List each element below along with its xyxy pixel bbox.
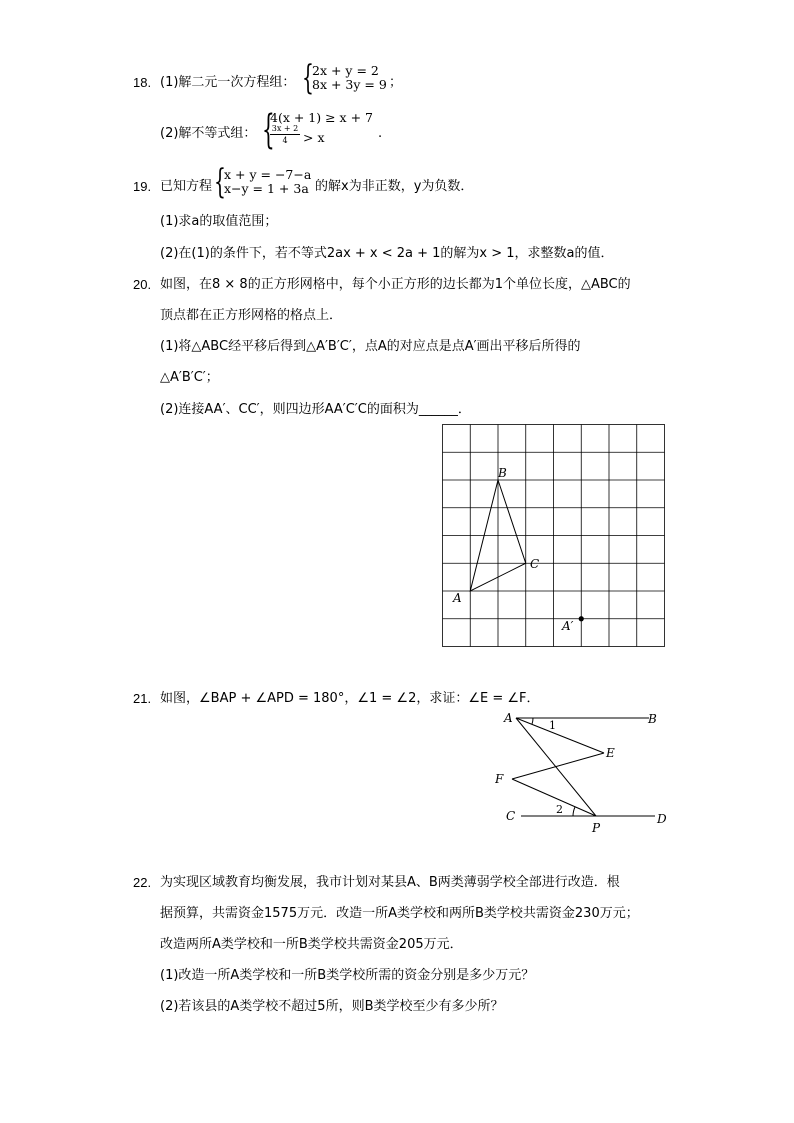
segment-ae <box>516 718 604 753</box>
q18-ineq1: 4(x + 1) ≥ x + 7 <box>270 110 373 125</box>
label-a: A <box>453 591 462 605</box>
q20-part1-line2: △A′B′C′； <box>160 370 219 385</box>
q19-number: 19. <box>133 179 152 194</box>
q18-ineq2-rest: > x <box>303 130 325 145</box>
q18-brace-2: { <box>262 107 275 153</box>
q19-intro-post: 的解x为非正数，y为负数． <box>315 179 474 194</box>
q20-grid-figure <box>438 420 670 652</box>
q18-number: 18. <box>133 75 152 90</box>
label-f: F <box>495 772 504 786</box>
q20-line2: 顶点都在正方形网格的格点上． <box>160 308 343 323</box>
label-e: E <box>606 746 615 760</box>
label-c: C <box>506 809 516 823</box>
q22-line3: 改造两所A类学校和一所B类学校共需资金205万元． <box>160 937 463 952</box>
q20-line1: 如图，在8 × 8的正方形网格中，每个小正方形的边长都为1个单位长度，△ABC的 <box>160 277 631 292</box>
q18-eq1: 2x + y = 2 <box>312 63 379 78</box>
q19-eq1: x + y = −7−a <box>224 167 312 182</box>
q18-part1-end: ； <box>389 75 403 90</box>
q18-frac-num: 3x + 2 <box>271 124 299 133</box>
q19-part2: (2)在(1)的条件下，若不等式2ax + x < 2a + 1的解为x > 1，求整数a的值． <box>160 246 614 261</box>
segment-fp <box>512 779 596 816</box>
q19-brace: { <box>214 162 226 202</box>
label-b: B <box>648 712 657 726</box>
q21-number: 21. <box>133 691 152 706</box>
q21-statement: 如图，∠BAP + ∠APD = 180°，∠1 = ∠2，求证：∠E = ∠F． <box>160 691 540 706</box>
q21-figure <box>495 706 675 838</box>
q22-part1: (1)改造一所A类学校和一所B类学校所需的资金分别是多少万元？ <box>160 968 535 983</box>
point-a-prime <box>579 616 584 621</box>
q19-eq2: x−y = 1 + 3a <box>224 181 309 196</box>
q22-line2: 据预算，共需资金1575万元．改造一所A类学校和两所B类学校共需资金230万元； <box>160 906 639 921</box>
label-d: D <box>657 812 667 826</box>
angle-2-arc <box>573 807 575 816</box>
label-a: A <box>504 711 513 725</box>
q19-part1: (1)求a的取值范围； <box>160 214 278 229</box>
q20-part2: (2)连接AA′、CC′，则四边形AA′C′C的面积为______． <box>160 402 471 417</box>
q18-part2-label: (2)解不等式组： <box>160 126 257 141</box>
q18-brace-1: { <box>302 58 314 98</box>
segment-fe <box>512 753 604 779</box>
grid-lines <box>443 425 665 647</box>
q18-eq2: 8x + 3y = 9 <box>312 77 387 92</box>
q22-line1: 为实现区域教育均衡发展，我市计划对某县A、B两类薄弱学校全部进行改造．根 <box>160 875 620 890</box>
label-b: B <box>498 466 507 480</box>
q22-part2: (2)若该县的A类学校不超过5所，则B类学校至少有多少所？ <box>160 999 504 1014</box>
q18-part1-label: (1)解二元一次方程组： <box>160 75 296 90</box>
q19-intro-pre: 已知方程 <box>160 179 213 194</box>
q20-part1-line1: (1)将△ABC经平移后得到△A′B′C′，点A的对应点是点A′画出平移后所得的 <box>160 339 581 354</box>
q22-number: 22. <box>133 875 152 890</box>
angle-1-arc <box>532 718 533 724</box>
label-p: P <box>592 821 601 835</box>
q20-number: 20. <box>133 277 152 292</box>
label-angle-2: 2 <box>556 803 563 816</box>
label-angle-1: 1 <box>549 719 556 732</box>
q18-part2-end: . <box>378 126 383 141</box>
label-c: C <box>530 557 540 571</box>
label-a-prime: A′ <box>562 619 574 633</box>
q18-frac-den: 4 <box>282 136 288 145</box>
